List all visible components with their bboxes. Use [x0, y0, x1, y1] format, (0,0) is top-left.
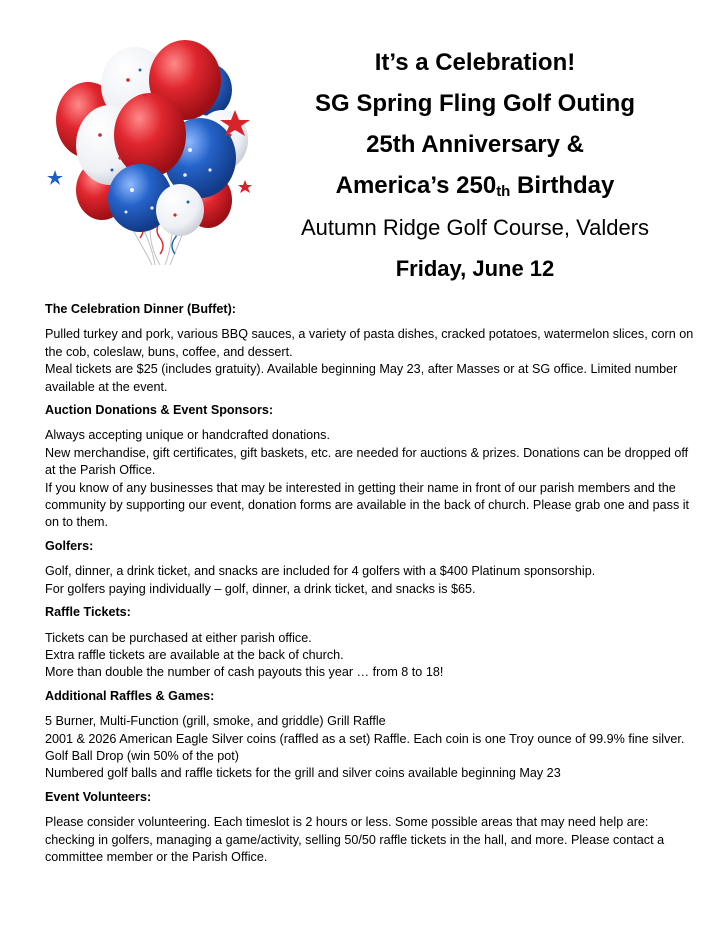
section-text: Always accepting unique or handcrafted donations.	[45, 428, 330, 443]
section-volunteers	[45, 789, 695, 867]
section-title: Raffle Tickets:	[45, 605, 131, 620]
event-date: Friday, June 12	[395, 256, 555, 281]
section-text: Extra raffle tickets are available at the back of church.	[45, 647, 344, 662]
flyer-body	[45, 301, 695, 872]
headline-celebration: It’s a Celebration!	[374, 49, 576, 76]
birthday-ordinal: th	[496, 183, 511, 200]
section-text: Tickets can be purchased at either parish office.	[45, 630, 312, 645]
venue-line: Autumn Ridge Golf Course, Valders	[300, 215, 650, 240]
birthday-prefix: America’s 250	[335, 172, 497, 199]
section-dinner	[45, 301, 695, 396]
event-header	[265, 42, 685, 291]
section-text: Please consider volunteering. Each timeslot is 2 hours or less. Some possible areas that may need help are: checking in golfers, managing a game/activity, selling 50/50 raffle tickets in the hall, and more. Please contact a committee member or the Parish Office.	[45, 815, 665, 864]
section-text: For golfers paying individually – golf, dinner, a drink ticket, and snacks is $65.	[45, 581, 476, 596]
headline-anniversary: 25th Anniversary &	[366, 131, 584, 158]
section-text: Golf Ball Drop (win 50% of the pot)	[45, 748, 239, 763]
section-title: Golfers:	[45, 538, 94, 553]
section-text: Golf, dinner, a drink ticket, and snacks are included for 4 golfers with a $400 Platinum sponsorship.	[45, 564, 596, 579]
section-text: Numbered golf balls and raffle tickets for the grill and silver coins available beginning May 23	[45, 766, 561, 781]
section-text: More than double the number of cash payouts this year … from 8 to 18!	[45, 665, 444, 680]
section-text: If you know of any businesses that may be interested in getting their name in front of our parish members and the community by supporting our event, donation forms are available in the back of church. Please grab one and pass it on to them.	[45, 480, 690, 530]
section-text: Meal tickets are $25 (includes gratuity). Available beginning May 23, after Masses or at SG office. Limited number available at the event.	[45, 362, 678, 394]
balloons-illustration	[40, 40, 260, 270]
section-text: Pulled turkey and pork, various BBQ sauces, a variety of pasta dishes, cracked potatoes, watermelon slices, corn on the cob, coleslaw, buns, coffee, and dessert.	[45, 327, 694, 359]
section-text: New merchandise, gift certificates, gift baskets, etc. are needed for auctions & prizes. Donations can be dropped off at the Parish Office.	[45, 445, 689, 478]
headline-birthday	[265, 165, 685, 209]
section-text: 5 Burner, Multi-Function (grill, smoke, and griddle) Grill Raffle	[45, 714, 386, 729]
headline-event-name: SG Spring Fling Golf Outing	[315, 90, 635, 117]
section-text: 2001 & 2026 American Eagle Silver coins (raffled as a set) Raffle. Each coin is one Troy ounce of 99.9% fine silver.	[45, 731, 685, 746]
birthday-suffix: Birthday	[510, 172, 615, 199]
section-auction	[45, 402, 695, 532]
section-title: The Celebration Dinner (Buffet):	[45, 302, 237, 316]
section-golfers	[45, 538, 695, 598]
section-additional-raffles	[45, 688, 695, 783]
section-title: Additional Raffles & Games:	[45, 688, 215, 703]
section-title: Auction Donations & Event Sponsors:	[45, 403, 274, 418]
section-title: Event Volunteers:	[45, 789, 152, 804]
section-raffle-tickets	[45, 604, 695, 682]
